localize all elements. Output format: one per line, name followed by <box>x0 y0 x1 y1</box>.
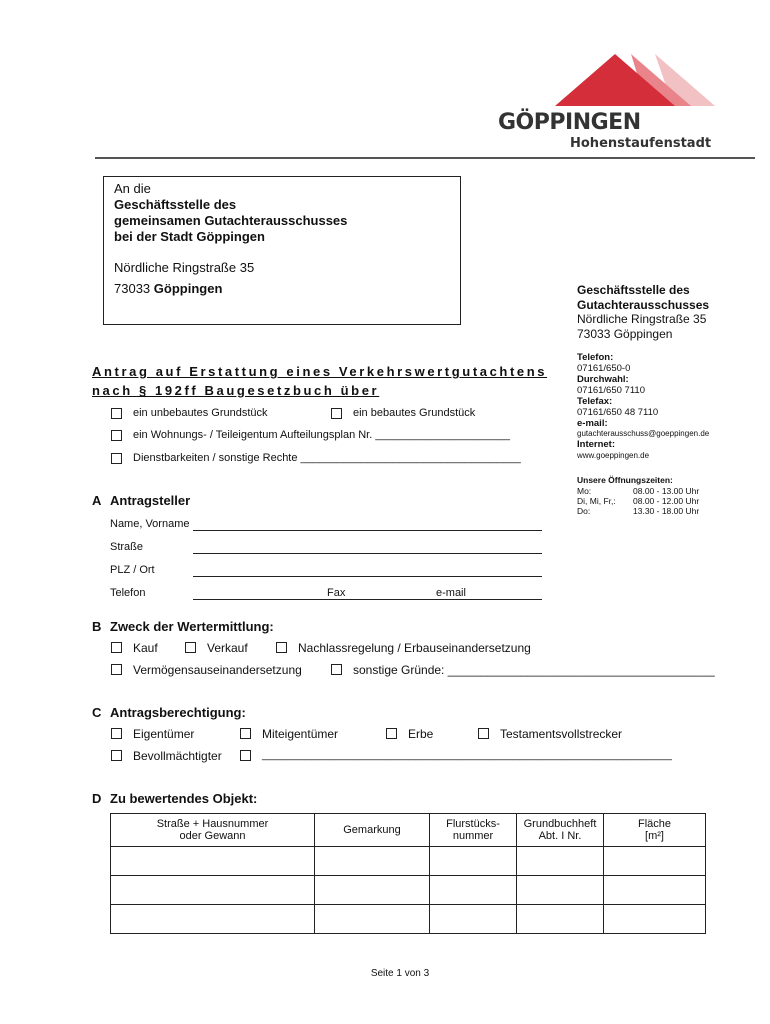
section-a-heading <box>92 493 190 508</box>
direct-value: 07161/650 7110 <box>577 385 645 396</box>
header-text: Gemarkung <box>343 824 401 836</box>
table-cell[interactable] <box>315 876 430 905</box>
label-erbe: Erbe <box>408 727 434 741</box>
header-text: [m²] <box>645 830 664 842</box>
logo-subtitle: Hohenstaufenstadt <box>570 136 712 151</box>
label-wohnung: ein Wohnungs- / Teileigentum Aufteilungsplan Nr. ______________________ <box>133 429 510 441</box>
sidebar-street: Nördliche Ringstraße 35 <box>577 312 707 326</box>
object-table <box>110 813 706 934</box>
internet-value[interactable]: www.goeppingen.de <box>577 451 650 460</box>
checkbox-unbebaut[interactable] <box>111 408 122 419</box>
email-value[interactable]: gutachterausschuss@goeppingen.de <box>577 429 710 438</box>
header-gemarkung <box>315 814 430 847</box>
other-field[interactable]: ___________________________________________________________________ <box>262 749 672 761</box>
label-nachlass: Nachlassregelung / Erbauseinandersetzung <box>298 641 531 655</box>
sidebar-org-2: Gutachterausschusses <box>577 297 710 312</box>
section-d-heading <box>92 791 257 806</box>
direct-label: Durchwahl: <box>577 374 629 385</box>
form-title-line-2: nach § 192ff Baugesetzbuch über <box>92 383 380 398</box>
label-kauf: Kauf <box>133 641 158 655</box>
hours-label: Unsere Öffnungszeiten: <box>577 475 673 485</box>
checkbox-verkauf[interactable] <box>185 642 196 653</box>
address-line-4: bei der Stadt Göppingen <box>114 229 265 244</box>
header-text: Flurstücks- <box>446 818 500 830</box>
logo-name: GÖPPINGEN <box>498 110 641 135</box>
label-vermoegen: Vermögensauseinandersetzung <box>133 663 302 677</box>
address-zip: 73033 <box>114 281 151 296</box>
checkbox-vermoegen[interactable] <box>111 664 122 675</box>
checkbox-kauf[interactable] <box>111 642 122 653</box>
email-label: e-mail: <box>577 418 608 429</box>
checkbox-testament[interactable] <box>478 728 489 739</box>
sidebar-city: 73033 Göppingen <box>577 326 673 341</box>
table-cell[interactable] <box>604 905 706 934</box>
street-label: Straße <box>110 541 144 553</box>
table-cell[interactable] <box>517 905 604 934</box>
table-cell[interactable] <box>315 905 430 934</box>
checkbox-other[interactable] <box>240 750 251 761</box>
table-row <box>111 905 706 934</box>
header-grundbuch <box>517 814 604 847</box>
name-label: Name, Vorname <box>110 518 190 530</box>
table-cell[interactable] <box>111 847 315 876</box>
internet-label: Internet: <box>577 439 615 450</box>
hours-day: Mo: <box>577 486 592 496</box>
logo-triangles-icon <box>555 52 715 108</box>
hours-day: Do: <box>577 506 591 516</box>
section-a-letter: A <box>92 493 102 508</box>
checkbox-bebaut[interactable] <box>331 408 342 419</box>
section-b-heading <box>92 619 274 634</box>
recipient-address-box <box>103 176 461 325</box>
label-unbebaut: ein unbebautes Grundstück <box>133 407 268 419</box>
address-line-1: An die <box>114 181 151 196</box>
address-line-2: Geschäftsstelle des <box>114 197 237 212</box>
table-cell[interactable] <box>315 847 430 876</box>
plz-field[interactable] <box>193 576 542 577</box>
table-cell[interactable] <box>517 876 604 905</box>
header-text: oder Gewann <box>179 830 246 842</box>
hours-day: Di, Mi, Fr,: <box>577 496 616 506</box>
label-miteigentuemer: Miteigentümer <box>262 727 339 741</box>
header-text: Straße + Hausnummer <box>156 818 269 830</box>
phone-fax-email-field[interactable] <box>193 599 542 600</box>
hours-time: 08.00 - 13.00 Uhr <box>633 486 700 496</box>
header-text: nummer <box>452 830 494 842</box>
label-testament: Testamentsvollstrecker <box>500 727 623 741</box>
fax-label: Telefax: <box>577 396 613 407</box>
header-flurstueck <box>430 814 517 847</box>
table-header-row <box>111 814 706 847</box>
table-cell[interactable] <box>604 876 706 905</box>
form-title-line-1: Antrag auf Erstattung eines Verkehrswertgutachtens <box>92 364 548 379</box>
header-text: Abt. I Nr. <box>538 830 582 842</box>
table-cell[interactable] <box>111 876 315 905</box>
table-row <box>111 876 706 905</box>
label-dienstbarkeiten: Dienstbarkeiten / sonstige Rechte ____________________________________ <box>133 452 521 464</box>
contact-details <box>577 352 762 462</box>
table-row <box>111 847 706 876</box>
phone-value: 07161/650-0 <box>577 363 631 374</box>
checkbox-miteigentuemer[interactable] <box>240 728 251 739</box>
table-cell[interactable] <box>111 905 315 934</box>
checkbox-bevoll[interactable] <box>111 750 122 761</box>
table-cell[interactable] <box>430 876 517 905</box>
checkbox-nachlass[interactable] <box>276 642 287 653</box>
address-line-3: gemeinsamen Gutachterausschusses <box>114 213 348 228</box>
sidebar-org-1: Geschäftsstelle des <box>577 283 690 297</box>
checkbox-eigentuemer[interactable] <box>111 728 122 739</box>
label-bevoll: Bevollmächtigter <box>133 749 222 763</box>
fax-field-label: Fax <box>327 587 346 599</box>
plz-label: PLZ / Ort <box>110 564 155 576</box>
section-d-title: Zu bewertendes Objekt: <box>110 791 258 806</box>
hours-time: 13.30 - 18.00 Uhr <box>633 506 700 516</box>
section-a-title: Antragsteller <box>110 493 191 508</box>
address-city: Göppingen <box>153 281 223 296</box>
section-c-heading <box>92 705 246 720</box>
label-eigentuemer: Eigentümer <box>133 727 195 741</box>
checkbox-dienstbarkeiten[interactable] <box>111 453 122 464</box>
phone-field-label: Telefon <box>110 587 146 599</box>
table-cell[interactable] <box>604 847 706 876</box>
email-field-label: e-mail <box>436 587 466 599</box>
checkbox-wohnung[interactable] <box>111 430 122 441</box>
table-cell[interactable] <box>517 847 604 876</box>
header-street <box>111 814 315 847</box>
header-flaeche <box>604 814 706 847</box>
contact-sidebar <box>577 283 762 341</box>
checkbox-erbe[interactable] <box>386 728 397 739</box>
header-divider <box>95 157 755 159</box>
hours-time: 08.00 - 12.00 Uhr <box>633 496 700 506</box>
phone-label: Telefon: <box>577 352 614 363</box>
table-cell[interactable] <box>430 905 517 934</box>
name-field[interactable] <box>193 530 542 531</box>
section-c-title: Antragsberechtigung: <box>110 705 246 720</box>
address-city-line <box>114 281 222 296</box>
section-d-letter: D <box>92 791 102 806</box>
hours-row <box>577 486 762 496</box>
hours-row <box>577 496 762 506</box>
opening-hours <box>577 475 762 516</box>
hours-row <box>577 506 762 516</box>
section-b-letter: B <box>92 619 102 634</box>
section-c-letter: C <box>92 705 102 720</box>
label-verkauf: Verkauf <box>207 641 248 655</box>
page-number: Seite 1 von 3 <box>370 968 430 979</box>
section-b-title: Zweck der Wertermittlung: <box>110 619 274 634</box>
street-field[interactable] <box>193 553 542 554</box>
checkbox-sonstige[interactable] <box>331 664 342 675</box>
fax-value: 07161/650 48 7110 <box>577 407 659 418</box>
label-bebaut: ein bebautes Grundstück <box>353 407 476 419</box>
address-street: Nördliche Ringstraße 35 <box>114 260 255 275</box>
header-text: Fläche <box>637 818 672 830</box>
label-sonstige: sonstige Gründe: ________________________________________ <box>353 663 715 677</box>
header-text: Grundbuchheft <box>523 818 597 830</box>
table-cell[interactable] <box>430 847 517 876</box>
